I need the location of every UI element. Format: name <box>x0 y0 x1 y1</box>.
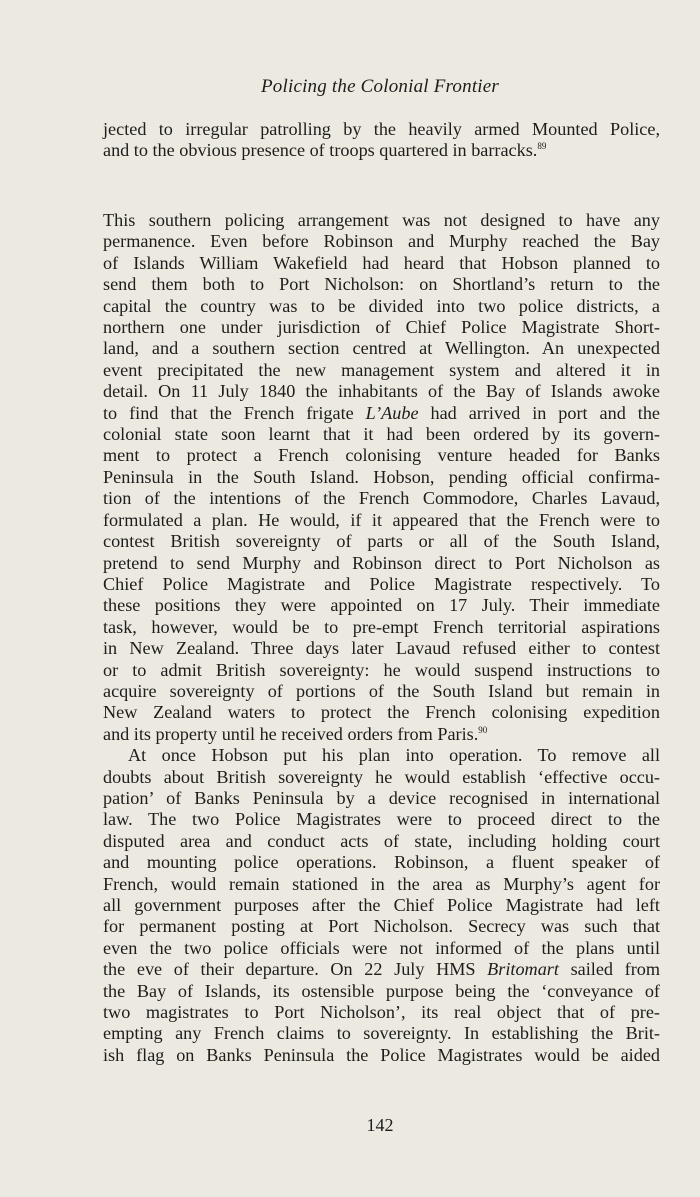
running-head: Policing the Colonial Frontier <box>260 76 500 97</box>
text-line: pretend to send Murphy and Robinson direct to Port Nicholson as <box>103 552 660 573</box>
text-segment: to find that the French frigate <box>103 402 366 423</box>
text-line: tion of the intentions of the French Commodore, Charles Lavaud, <box>103 488 660 509</box>
text-line: New Zealand waters to protect the French colonising expedition <box>103 702 660 723</box>
paragraph-continuation <box>103 119 660 162</box>
page-number: 142 <box>366 1115 394 1135</box>
text-line <box>103 724 660 745</box>
text-line: the Bay of Islands, its ostensible purpose being the ‘conveyance of <box>103 980 660 1001</box>
text-line: event precipitated the new management system and altered it in <box>103 359 660 380</box>
text-line: At once Hobson put his plan into operation. To remove all <box>128 745 660 766</box>
text-line: French, would remain stationed in the area as Murphy’s agent for <box>103 873 660 894</box>
text-line: law. The two Police Magistrates were to proceed direct to the <box>103 809 660 830</box>
text-line: pation’ of Banks Peninsula by a device recognised in international <box>103 787 660 808</box>
text-line: Chief Police Magistrate and Police Magistrate respectively. To <box>103 573 660 594</box>
text-line <box>103 959 660 980</box>
text-segment: sailed from <box>558 959 660 980</box>
text-line: disputed area and conduct acts of state, including holding court <box>103 830 660 851</box>
text-line: detail. On 11 July 1840 the inhabitants of the Bay of Islands awoke <box>103 381 660 402</box>
text-line <box>103 140 660 161</box>
text-line: even the two police officials were not informed of the plans until <box>103 937 660 958</box>
text-line: formulated a plan. He would, if it appeared that the French were to <box>103 509 660 530</box>
text-line: This southern policing arrangement was not designed to have any <box>103 210 660 230</box>
text-segment: and its property until he received orders from Paris. <box>103 723 479 744</box>
text-line: or to admit British sovereignty: he would suspend instructions to <box>103 659 660 680</box>
footnote-marker: 90 <box>478 724 488 735</box>
text-line: acquire sovereignty of portions of the South Island but remain in <box>103 680 660 701</box>
text-segment: and to the obvious presence of troops quartered in barracks. <box>103 140 538 161</box>
text-line: colonial state soon learnt that it had been ordered by its govern- <box>103 424 660 445</box>
ship-name: L’Aube <box>365 402 419 423</box>
text-line: empting any French claims to sovereignty. In establishing the Brit- <box>103 1023 660 1044</box>
text-block-main <box>103 210 660 1066</box>
ship-name: Britomart <box>487 959 559 980</box>
text-line: and mounting police operations. Robinson, a fluent speaker of <box>103 852 660 873</box>
text-line <box>103 403 660 424</box>
text-line: for permanent posting at Port Nicholson. Secrecy was such that <box>103 916 660 937</box>
text-line: ish flag on Banks Peninsula the Police Magistrates would be aided <box>103 1044 660 1065</box>
text-line: Peninsula in the South Island. Hobson, pending official confirma- <box>103 466 660 487</box>
text-line: land, and a southern section centred at Wellington. An unexpected <box>103 338 660 359</box>
text-block-continuation <box>103 119 660 162</box>
text-segment: had arrived in port and the <box>418 402 660 423</box>
text-line: of Islands William Wakefield had heard that Hobson planned to <box>103 252 660 273</box>
text-line: permanence. Even before Robinson and Murphy reached the Bay <box>103 231 660 252</box>
text-line: doubts about British sovereignty he would establish ‘effective occu- <box>103 766 660 787</box>
text-line: capital the country was to be divided into two police districts, a <box>103 295 660 316</box>
text-segment: the eve of their departure. On 22 July HMS <box>103 959 488 980</box>
paragraph <box>103 745 660 1066</box>
text-line: these positions they were appointed on 17 July. Their immediate <box>103 595 660 616</box>
text-line: jected to irregular patrolling by the heavily armed Mounted Police, <box>103 119 660 139</box>
text-line: in New Zealand. Three days later Lavaud refused either to contest <box>103 638 660 659</box>
text-line: send them both to Port Nicholson: on Shortland’s return to the <box>103 274 660 295</box>
text-line: contest British sovereignty of parts or all of the South Island, <box>103 531 660 552</box>
text-line: all government purposes after the Chief Police Magistrate had left <box>103 895 660 915</box>
footnote-marker: 89 <box>537 141 547 152</box>
text-line: northern one under jurisdiction of Chief Police Magistrate Short- <box>103 317 660 338</box>
text-line: ment to protect a French colonising venture headed for Banks <box>103 445 660 466</box>
text-line: two magistrates to Port Nicholson’, its real object that of pre- <box>103 1002 660 1023</box>
paragraph <box>103 210 660 745</box>
text-line: task, however, would be to pre-empt French territorial aspirations <box>103 616 660 637</box>
